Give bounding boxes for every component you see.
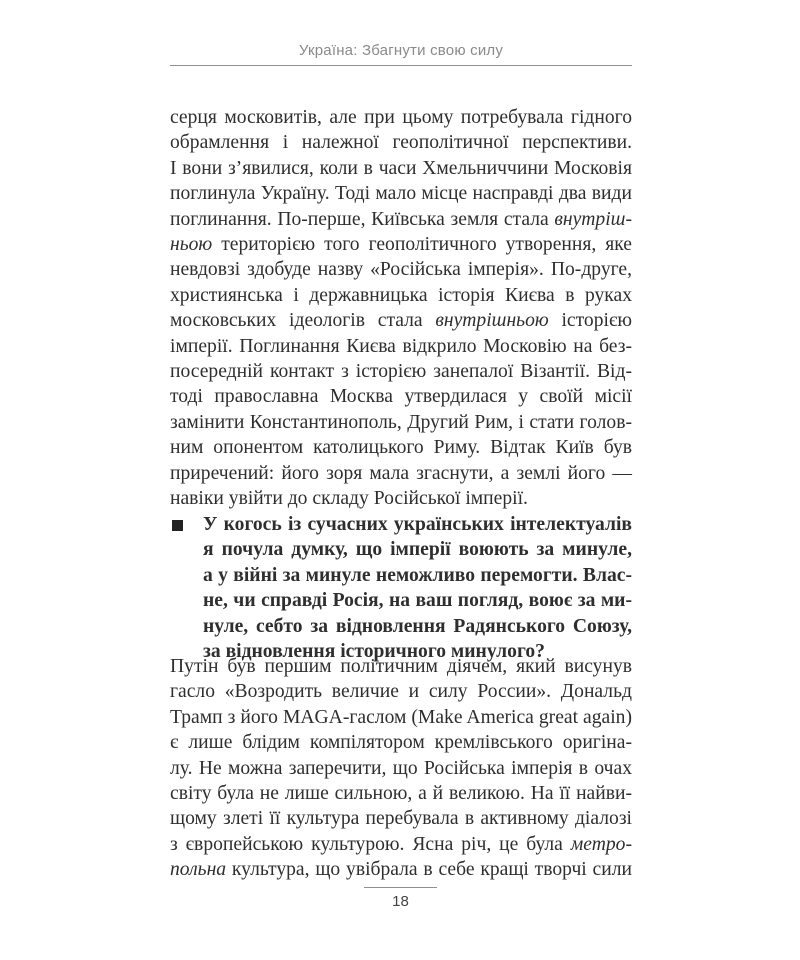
text-line — [170, 756, 632, 781]
text-line — [170, 283, 632, 308]
text-line — [170, 705, 632, 730]
text-line — [170, 435, 632, 460]
question-line: а у війні за минуле неможливо перемогти. Влас- — [203, 564, 632, 586]
text-line — [170, 461, 632, 486]
text-run: культура, що увібрала в себе кращі творчі сили — [226, 859, 632, 881]
text-run: навіки увійти до складу Російської імперії. — [170, 488, 528, 510]
text-line — [170, 359, 632, 384]
interview-question — [170, 512, 632, 664]
page-number: 18 — [392, 893, 409, 910]
text-run: поглинання. По-перше, Київська земля стала — [170, 208, 555, 230]
text-run: поглинула Україну. Тоді мало місце насправді два види — [170, 183, 632, 205]
text-line — [170, 105, 632, 130]
text-run: світу була не лише сильною, а й великою. На її найви- — [170, 783, 632, 805]
text-line — [170, 156, 632, 181]
paragraph-2 — [170, 654, 632, 883]
question-line: я почула думку, що імперії воюють за минуле, — [203, 539, 632, 561]
text-run: обрамлення і належної геополітичної перспективи. — [170, 132, 632, 154]
question-lines — [203, 512, 632, 664]
text-line — [170, 486, 632, 511]
running-head: Україна: Збагнути свою силу — [298, 42, 504, 59]
text-line — [170, 832, 632, 857]
text-line — [170, 181, 632, 206]
text-line — [170, 130, 632, 155]
question-line: не, чи справді Росія, на ваш погляд, воює за ми- — [203, 590, 632, 612]
text-line — [170, 308, 632, 333]
text-run: християнська і державницька історія Києва в руках — [170, 284, 632, 306]
paragraph-1 — [170, 105, 632, 512]
text-run: історією — [548, 310, 632, 332]
text-run: посередній контакт з історією занепалої Візантії. Від- — [170, 361, 632, 383]
text-run: невдовзі здобуде назву «Російська імперія». По-друге, — [170, 259, 632, 281]
text-line — [170, 207, 632, 232]
text-run: Путін був першим політичним діячем, який висунув — [170, 656, 632, 677]
text-run: територією того геополітичного утворення, яке — [212, 234, 632, 256]
text-line — [170, 654, 632, 679]
text-run: серця московитів, але при цьому потребувала гідного — [170, 107, 632, 128]
text-run: приречений: його зоря мала згаснути, а землі його — — [170, 462, 632, 484]
italic-text: внутрішньою — [435, 310, 549, 332]
italic-text: польна — [170, 859, 227, 881]
text-run: з європейською культурою. Ясна річ, це була — [170, 833, 571, 855]
text-line — [170, 257, 632, 282]
question-line: нуле, себто за відновлення Радянського Союзу, — [203, 615, 632, 637]
text-run: Трамп з його MAGA-гаслом (Make America great again) — [170, 706, 632, 728]
text-line — [170, 232, 632, 257]
question-line: У когось із сучасних українських інтелектуалів — [203, 514, 632, 535]
footer-rule — [364, 887, 437, 888]
question-line: за відновлення історичного минулого? — [203, 641, 545, 663]
text-line — [170, 679, 632, 704]
text-run: імперії. Поглинання Києва відкрило Московію на без- — [170, 335, 632, 357]
text-run: замінити Константинополь, Другий Рим, і стати голов- — [170, 411, 632, 433]
text-run: є лише блідим компілятором кремлівського оригіна- — [170, 732, 632, 754]
italic-text: внутріш- — [554, 208, 632, 230]
text-line — [170, 384, 632, 409]
text-line — [170, 857, 632, 882]
text-run: щому злеті її культура перебувала в активному діалозі — [170, 808, 632, 830]
text-run: І вони з’явилися, коли в часи Хмельниччини Московія — [170, 157, 632, 179]
italic-text: метро- — [570, 833, 632, 855]
text-line — [170, 730, 632, 755]
text-line — [170, 334, 632, 359]
text-run: ним опонентом католицького Риму. Відтак Київ був — [170, 437, 632, 459]
bullet-square-icon — [172, 520, 183, 531]
italic-text: ньою — [170, 234, 213, 256]
text-line — [170, 781, 632, 806]
text-line — [170, 410, 632, 435]
text-run: лу. Не можна заперечити, що Російська імперія в очах — [170, 757, 632, 779]
text-run: московських ідеологів стала — [170, 310, 436, 332]
text-line — [170, 806, 632, 831]
header-rule — [170, 65, 632, 66]
text-run: тоді православна Москва утвердилася у своїй місії — [170, 386, 632, 408]
text-run: гасло «Возродить величие и силу России». Дональд — [170, 681, 632, 703]
